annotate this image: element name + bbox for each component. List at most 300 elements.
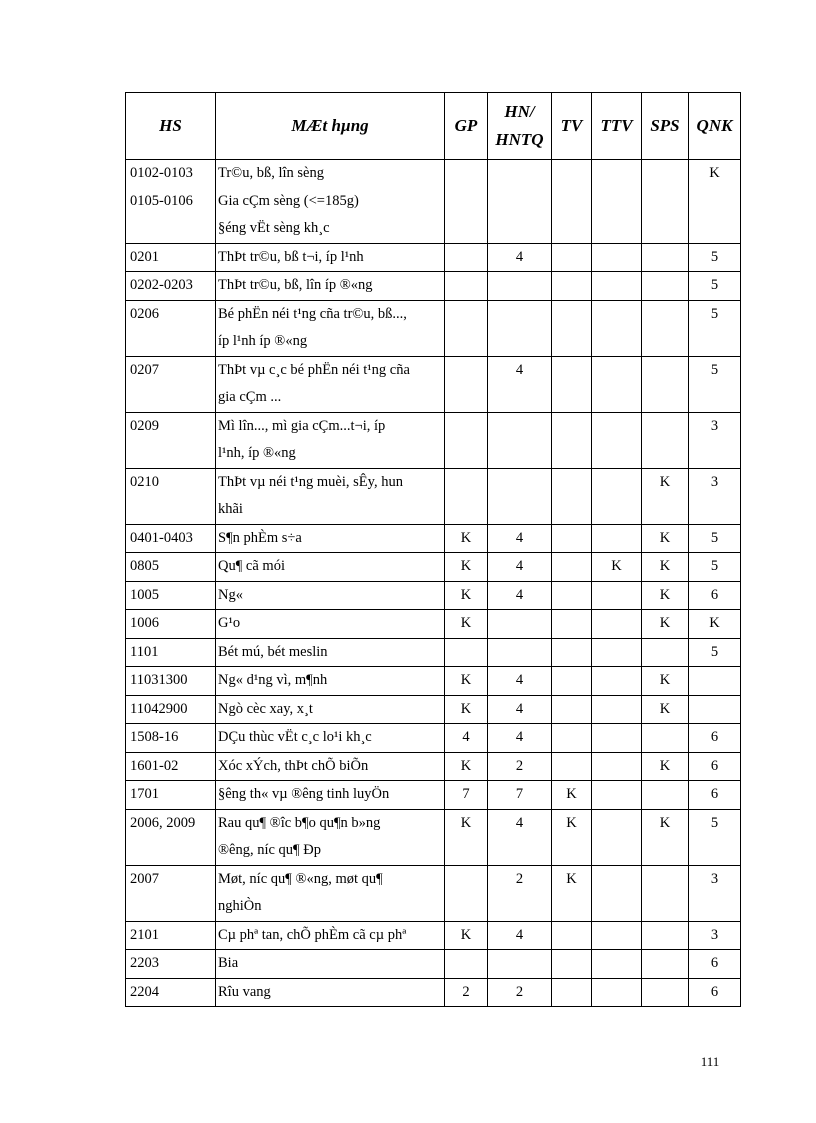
cell-hs-line: 0102-0103 <box>130 165 193 181</box>
cell-sps <box>642 243 689 272</box>
header-hn-line1: HN/ <box>504 102 535 121</box>
cell-tv-value <box>552 525 591 553</box>
cell-ttv-value <box>592 753 641 781</box>
cell-sps <box>642 581 689 610</box>
cell-ttv <box>592 638 642 667</box>
cell-sps-value <box>642 244 688 272</box>
cell-hn <box>488 581 552 610</box>
cell-hs <box>126 581 216 610</box>
cell-ttv-value <box>592 639 641 667</box>
cell-ttv <box>592 752 642 781</box>
cell-ttv-value <box>592 950 641 978</box>
header-gp: GP <box>445 93 488 160</box>
cell-hs-line: 0105-0106 <box>130 192 193 209</box>
cell-gp <box>445 667 488 696</box>
cell-name-line: ThÞt tr©u, bß, lîn íp ®«ng <box>218 277 373 293</box>
cell-hn <box>488 781 552 810</box>
cell-name <box>216 978 445 1007</box>
cell-tv <box>552 272 592 301</box>
cell-tv <box>552 781 592 810</box>
cell-ttv-value <box>592 301 641 329</box>
cell-name-line: khãi <box>218 501 243 517</box>
table-row <box>126 300 741 356</box>
cell-sps-value: K <box>659 586 671 603</box>
cell-sps <box>642 468 689 524</box>
cell-gp-value: 4 <box>462 729 470 745</box>
cell-hs-line <box>126 837 215 865</box>
cell-qnk <box>689 553 741 582</box>
cell-hn-value: 4 <box>515 814 524 831</box>
cell-sps-value: K <box>659 615 671 631</box>
cell-hs-line: 0201 <box>130 248 159 265</box>
cell-sps <box>642 865 689 921</box>
cell-hs <box>126 921 216 950</box>
cell-ttv-value <box>592 525 641 553</box>
cell-ttv-value <box>592 610 641 638</box>
cell-sps <box>642 695 689 724</box>
table-row <box>126 809 741 865</box>
cell-gp-value <box>445 357 487 385</box>
cell-hn <box>488 272 552 301</box>
cell-hn <box>488 524 552 553</box>
cell-hs <box>126 950 216 979</box>
cell-hs-line: 1006 <box>130 615 159 631</box>
cell-sps <box>642 809 689 865</box>
cell-tv <box>552 724 592 753</box>
cell-sps-value <box>642 781 688 809</box>
cell-gp <box>445 921 488 950</box>
cell-qnk <box>689 950 741 979</box>
cell-hs <box>126 610 216 639</box>
cell-tv-value <box>552 922 591 950</box>
cell-name <box>216 752 445 781</box>
cell-hs <box>126 781 216 810</box>
cell-hs-line: 0805 <box>130 558 159 574</box>
table-row <box>126 356 741 412</box>
cell-ttv-value <box>592 357 641 385</box>
cell-name <box>216 300 445 356</box>
cell-qnk <box>689 752 741 781</box>
cell-qnk-value: 5 <box>710 277 719 293</box>
cell-sps-value <box>642 979 688 1007</box>
cell-sps-value: K <box>659 700 671 717</box>
table-row <box>126 553 741 582</box>
cell-qnk-value: K <box>709 615 720 631</box>
cell-name-line: Bé phËn néi t¹ng cña tr©u, bß..., <box>218 305 407 322</box>
cell-tv-value <box>552 667 591 695</box>
cell-sps <box>642 724 689 753</box>
cell-sps-value <box>642 639 688 667</box>
cell-hn-value: 4 <box>515 361 524 378</box>
cell-ttv-value <box>592 922 641 950</box>
cell-name-line: Rîu vang <box>218 983 271 1000</box>
cell-name-line: ®êng, níc qu¶ Ðp <box>218 842 321 858</box>
table-row <box>126 524 741 553</box>
cell-hn <box>488 809 552 865</box>
cell-hn-value: 7 <box>515 786 524 802</box>
cell-gp <box>445 581 488 610</box>
cell-hn-value: 4 <box>515 672 524 688</box>
cell-sps-value <box>642 866 688 894</box>
cell-gp-value: K <box>460 814 472 831</box>
cell-qnk <box>689 524 741 553</box>
hs-tariff-table <box>125 92 741 1007</box>
cell-hs-line: 2203 <box>130 955 159 971</box>
cell-tv <box>552 950 592 979</box>
cell-name-line: DÇu thùc vËt c¸c lo¹i kh¸c <box>218 729 372 745</box>
table-row <box>126 160 741 244</box>
cell-name <box>216 524 445 553</box>
cell-hs <box>126 524 216 553</box>
cell-hn <box>488 638 552 667</box>
cell-name-line: ThÞt tr©u, bß t¬i, íp l¹nh <box>218 248 364 265</box>
cell-ttv <box>592 921 642 950</box>
cell-hs <box>126 752 216 781</box>
cell-sps-value: K <box>659 814 671 831</box>
cell-hn-value: 4 <box>515 558 524 574</box>
cell-hs-line <box>126 384 215 412</box>
cell-hs-line: 1508-16 <box>130 729 179 745</box>
cell-qnk <box>689 272 741 301</box>
cell-sps-value <box>642 160 688 188</box>
cell-ttv <box>592 243 642 272</box>
cell-sps <box>642 356 689 412</box>
cell-hs <box>126 356 216 412</box>
cell-name-line: Rau qu¶ ®îc b¶o qu¶n b»ng <box>218 814 381 831</box>
cell-gp-value <box>445 160 487 188</box>
cell-name <box>216 243 445 272</box>
cell-ttv-value <box>592 724 641 752</box>
cell-hs <box>126 978 216 1007</box>
cell-tv-value <box>552 582 591 610</box>
cell-gp-value <box>445 244 487 272</box>
cell-name <box>216 356 445 412</box>
cell-gp <box>445 865 488 921</box>
cell-hs-line: 1005 <box>130 586 159 603</box>
cell-ttv-value <box>592 696 641 724</box>
cell-hs <box>126 243 216 272</box>
cell-gp <box>445 412 488 468</box>
cell-name <box>216 724 445 753</box>
cell-qnk <box>689 695 741 724</box>
cell-hs-line: 2101 <box>130 926 159 943</box>
cell-gp-value: K <box>460 529 472 546</box>
cell-qnk <box>689 243 741 272</box>
cell-hn <box>488 950 552 979</box>
cell-hs-line: 0202-0203 <box>130 277 193 293</box>
cell-gp <box>445 356 488 412</box>
cell-gp-value <box>445 866 487 894</box>
cell-qnk-value: 5 <box>710 305 719 322</box>
cell-hs-line: 1701 <box>130 786 159 802</box>
cell-sps-value <box>642 950 688 978</box>
table-row <box>126 921 741 950</box>
cell-qnk-value: 6 <box>710 955 719 971</box>
cell-tv-value <box>552 413 591 441</box>
cell-sps <box>642 300 689 356</box>
cell-ttv-value <box>592 160 641 188</box>
cell-hs-line: 0210 <box>130 473 159 490</box>
cell-qnk <box>689 978 741 1007</box>
header-hs: HS <box>126 93 216 160</box>
cell-name <box>216 610 445 639</box>
cell-hs <box>126 724 216 753</box>
cell-name-line: Tr©u, bß, lîn sèng <box>218 165 324 181</box>
cell-name-line: Møt, níc qu¶ ®«ng, møt qu¶ <box>218 870 383 887</box>
cell-gp-value: K <box>460 672 472 688</box>
cell-tv <box>552 553 592 582</box>
cell-name <box>216 160 445 244</box>
cell-sps-value: K <box>659 529 671 546</box>
cell-sps <box>642 667 689 696</box>
table-row <box>126 667 741 696</box>
cell-name <box>216 581 445 610</box>
cell-tv-value <box>552 160 591 188</box>
cell-sps <box>642 610 689 639</box>
table-row <box>126 272 741 301</box>
cell-tv <box>552 468 592 524</box>
cell-gp <box>445 610 488 639</box>
table-row <box>126 243 741 272</box>
table-row <box>126 412 741 468</box>
cell-gp <box>445 243 488 272</box>
cell-hn-value <box>488 950 551 978</box>
cell-gp <box>445 524 488 553</box>
cell-hs-line: 0401-0403 <box>130 529 193 546</box>
cell-hs <box>126 809 216 865</box>
header-name: MÆt hµng <box>216 93 445 160</box>
page-number: 111 <box>700 1054 720 1069</box>
cell-hs-line: 2006, 2009 <box>130 814 196 831</box>
cell-hn-value: 4 <box>515 700 524 717</box>
cell-ttv-value <box>592 667 641 695</box>
cell-qnk-value: 5 <box>710 814 719 831</box>
cell-name-line: §éng vËt sèng kh¸c <box>218 220 330 236</box>
cell-tv <box>552 581 592 610</box>
cell-hn-value: 4 <box>515 248 524 265</box>
cell-gp <box>445 468 488 524</box>
cell-ttv <box>592 300 642 356</box>
cell-hs <box>126 272 216 301</box>
cell-qnk <box>689 921 741 950</box>
cell-qnk-value: 3 <box>710 870 719 887</box>
cell-hs <box>126 865 216 921</box>
cell-hn <box>488 695 552 724</box>
cell-ttv-value <box>592 244 641 272</box>
cell-tv-value <box>552 724 591 752</box>
cell-sps-value: K <box>659 473 671 490</box>
table-row <box>126 581 741 610</box>
cell-sps <box>642 950 689 979</box>
cell-gp <box>445 752 488 781</box>
table-row <box>126 695 741 724</box>
cell-ttv <box>592 468 642 524</box>
cell-name <box>216 638 445 667</box>
cell-name <box>216 695 445 724</box>
cell-gp <box>445 950 488 979</box>
cell-ttv <box>592 356 642 412</box>
cell-name <box>216 553 445 582</box>
cell-ttv <box>592 950 642 979</box>
cell-name <box>216 781 445 810</box>
cell-hs-line: 2007 <box>130 870 159 887</box>
cell-ttv <box>592 865 642 921</box>
cell-sps <box>642 921 689 950</box>
cell-qnk <box>689 300 741 356</box>
cell-tv <box>552 356 592 412</box>
cell-hn-value: 4 <box>515 729 524 745</box>
cell-name <box>216 667 445 696</box>
cell-hn <box>488 752 552 781</box>
cell-ttv <box>592 809 642 865</box>
cell-gp <box>445 781 488 810</box>
cell-hs <box>126 638 216 667</box>
cell-hs-line: 11042900 <box>130 700 188 717</box>
cell-hn-value: 2 <box>515 870 524 887</box>
cell-sps-value <box>642 272 688 300</box>
cell-ttv <box>592 272 642 301</box>
cell-qnk <box>689 160 741 244</box>
cell-ttv <box>592 412 642 468</box>
cell-gp <box>445 978 488 1007</box>
cell-ttv-value: K <box>611 558 622 574</box>
cell-hn-value <box>488 469 551 497</box>
cell-name-line: Bét mú, bét meslin <box>218 643 328 660</box>
cell-hn <box>488 865 552 921</box>
cell-tv-value <box>552 696 591 724</box>
cell-hn <box>488 724 552 753</box>
cell-name-line: ThÞt vµ néi t¹ng muèi, sÊy, hun <box>218 473 403 490</box>
cell-name-line: l¹nh, íp ®«ng <box>218 445 296 461</box>
cell-qnk-value: 5 <box>710 558 719 574</box>
header-sps: SPS <box>642 93 689 160</box>
cell-gp <box>445 638 488 667</box>
cell-gp <box>445 272 488 301</box>
cell-hs-line: 0209 <box>130 417 159 434</box>
cell-name-line: §êng th« vµ ®êng tinh luyÖn <box>218 786 390 802</box>
cell-gp <box>445 553 488 582</box>
cell-tv-value <box>552 979 591 1007</box>
cell-tv <box>552 809 592 865</box>
cell-ttv <box>592 724 642 753</box>
cell-hn <box>488 667 552 696</box>
cell-qnk-value: 5 <box>710 529 719 546</box>
cell-hs <box>126 160 216 244</box>
cell-hn <box>488 356 552 412</box>
cell-hs <box>126 695 216 724</box>
cell-gp <box>445 724 488 753</box>
cell-ttv-value <box>592 866 641 894</box>
cell-name-line: S¶n phÈm s÷a <box>218 529 302 546</box>
cell-name-line: Gia cÇm sèng (<=185g) <box>218 192 359 209</box>
cell-hs-line <box>126 328 215 356</box>
cell-tv-value: K <box>566 814 577 831</box>
cell-name <box>216 272 445 301</box>
cell-ttv <box>592 978 642 1007</box>
header-hn-line2: HNTQ <box>495 130 544 149</box>
cell-hs <box>126 300 216 356</box>
cell-tv-value <box>552 357 591 385</box>
cell-name-line: Xóc xÝch, thÞt chÕ biÕn <box>218 757 369 774</box>
cell-name-line: Ngò cèc xay, x¸t <box>218 700 313 717</box>
cell-qnk-value: K <box>709 165 720 181</box>
cell-gp <box>445 160 488 244</box>
cell-hn-value <box>488 301 551 329</box>
cell-sps-value <box>642 357 688 385</box>
cell-name-line: Cµ phª tan, chÕ phÈm cã cµ phª <box>218 926 407 943</box>
cell-hn <box>488 468 552 524</box>
cell-hs-line: 1101 <box>130 643 159 660</box>
cell-hn <box>488 978 552 1007</box>
header-qnk: QNK <box>689 93 741 160</box>
cell-sps-value <box>642 413 688 441</box>
table-body <box>126 160 741 1007</box>
table-row <box>126 752 741 781</box>
cell-sps-value <box>642 724 688 752</box>
cell-name <box>216 468 445 524</box>
cell-hn <box>488 243 552 272</box>
cell-sps-value: K <box>659 558 671 574</box>
cell-name-line: Mì lîn..., mì gia cÇm...t¬i, íp <box>218 417 386 434</box>
cell-tv <box>552 638 592 667</box>
cell-hn-value: 2 <box>515 983 524 1000</box>
cell-name <box>216 950 445 979</box>
cell-qnk <box>689 724 741 753</box>
cell-gp-value: 7 <box>462 786 470 802</box>
cell-sps <box>642 160 689 244</box>
cell-hn-value <box>488 160 551 188</box>
cell-tv-value <box>552 244 591 272</box>
cell-tv <box>552 695 592 724</box>
cell-hs <box>126 412 216 468</box>
cell-tv <box>552 865 592 921</box>
cell-ttv <box>592 553 642 582</box>
cell-gp-value <box>445 272 487 300</box>
cell-ttv <box>592 581 642 610</box>
cell-gp-value <box>445 639 487 667</box>
cell-sps <box>642 978 689 1007</box>
cell-qnk-value: 6 <box>710 729 719 745</box>
cell-tv-value <box>552 610 591 638</box>
table-row <box>126 978 741 1007</box>
cell-qnk <box>689 865 741 921</box>
cell-sps-value <box>642 301 688 329</box>
cell-hs-line: 0207 <box>130 361 159 378</box>
cell-gp-value <box>445 413 487 441</box>
cell-hn-value <box>488 639 551 667</box>
cell-ttv-value <box>592 272 641 300</box>
cell-gp-value: K <box>460 615 472 631</box>
cell-hn-value <box>488 413 551 441</box>
cell-ttv-value <box>592 582 641 610</box>
cell-tv <box>552 412 592 468</box>
header-hn <box>488 93 552 160</box>
cell-tv <box>552 610 592 639</box>
cell-hs <box>126 667 216 696</box>
cell-tv <box>552 160 592 244</box>
cell-sps <box>642 553 689 582</box>
table-row <box>126 950 741 979</box>
cell-hs-line: 2204 <box>130 983 159 1000</box>
cell-tv-value <box>552 950 591 978</box>
cell-tv-value <box>552 272 591 300</box>
cell-qnk-value: 6 <box>710 983 719 1000</box>
cell-gp <box>445 695 488 724</box>
cell-tv <box>552 524 592 553</box>
cell-name-line: íp l¹nh íp ®«ng <box>218 333 308 349</box>
cell-tv <box>552 300 592 356</box>
cell-tv <box>552 921 592 950</box>
